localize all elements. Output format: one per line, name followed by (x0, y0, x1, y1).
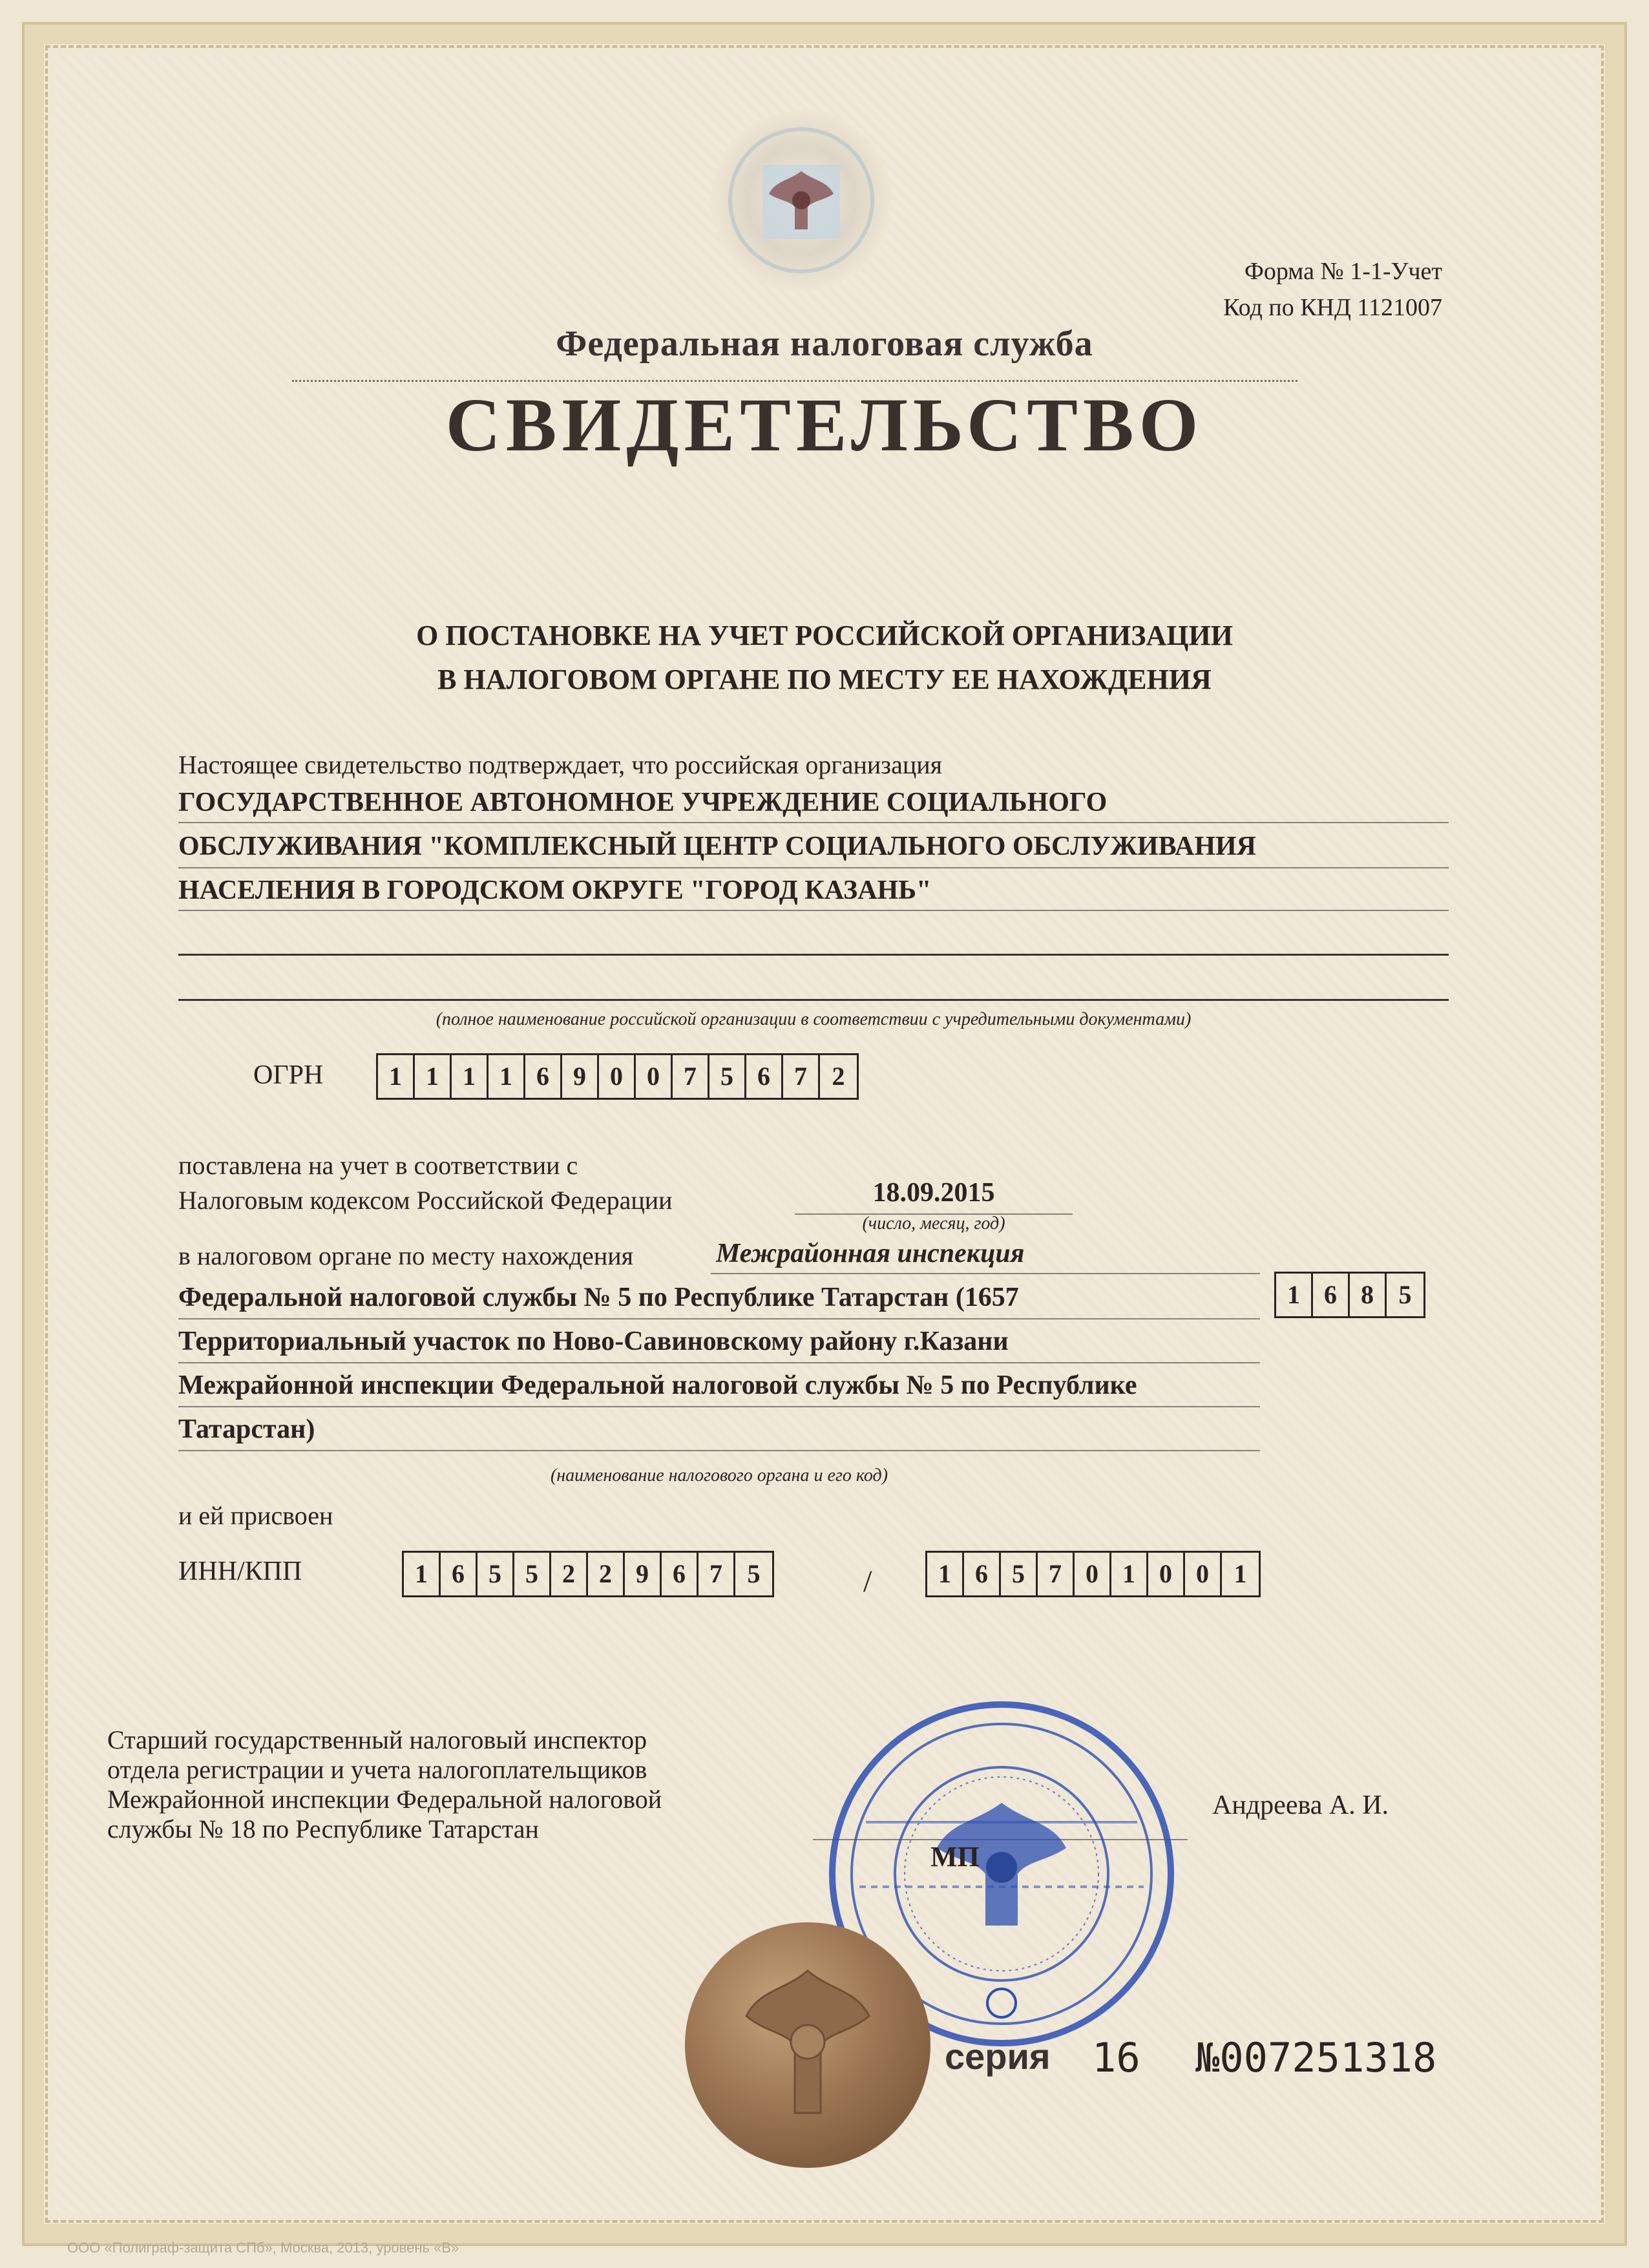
ogrn-digit: 1 (378, 1055, 415, 1098)
name-line-2-rule (178, 867, 1449, 868)
authority-line-3-rule (178, 1362, 1260, 1363)
kpp-digit: 0 (1075, 1553, 1111, 1595)
authority-line-1: Межрайонная инспекция (716, 1239, 1025, 1268)
series-value: 16 (1092, 2034, 1140, 2081)
signatory-line-4: службы № 18 по Республике Татарстан (107, 1814, 539, 1843)
inn-boxes (402, 1551, 774, 1597)
authority-line-3: Территориальный участок по Ново-Савиновскому району г.Казани (178, 1327, 1009, 1356)
name-line-5-rule (178, 999, 1449, 1001)
inn-kpp-separator: / (863, 1564, 872, 1599)
authority-line-5-rule (178, 1450, 1260, 1451)
kpp-digit: 5 (1001, 1553, 1038, 1595)
kpp-digit: 1 (927, 1553, 964, 1595)
kpp-digit: 0 (1185, 1553, 1222, 1595)
authority-code-digit: 6 (1313, 1274, 1350, 1316)
registration-line-1: поставлена на учет в соответствии с (178, 1151, 578, 1180)
ogrn-label: ОГРН (253, 1060, 324, 1090)
name-line-4-rule (178, 954, 1449, 956)
inn-digit: 7 (698, 1553, 735, 1595)
authority-line-1-rule (711, 1273, 1260, 1274)
inn-digit: 5 (478, 1553, 514, 1595)
registration-line-3: в налоговом органе по месту нахождения (178, 1241, 634, 1270)
form-identification (1223, 253, 1442, 326)
stamp-place-mark: МП (930, 1841, 980, 1873)
ogrn-digit: 9 (562, 1055, 599, 1098)
agency-name: Федеральная налоговая служба (556, 324, 1093, 364)
inn-digit: 1 (404, 1553, 441, 1595)
knd-code: Код по КНД 1121007 (1223, 294, 1442, 321)
organization-name-line-2: ОБСЛУЖИВАНИЯ "КОМПЛЕКСНЫЙ ЦЕНТР СОЦИАЛЬНОГО ОБСЛУЖИВАНИЯ (178, 832, 1257, 861)
ogrn-digit: 7 (673, 1055, 709, 1098)
assigned-text: и ей присвоен (178, 1501, 333, 1530)
ogrn-digit: 0 (599, 1055, 636, 1098)
authority-code-digit: 8 (1350, 1274, 1387, 1316)
registration-line-2: Налоговым кодексом Российской Федерации (178, 1186, 673, 1215)
series-number: №007251318 (1195, 2034, 1437, 2081)
date-caption: (число, месяц, год) (862, 1213, 1005, 1234)
authority-code-digit: 5 (1398, 1280, 1412, 1309)
inn-digit: 2 (551, 1553, 588, 1595)
ogrn-digit: 5 (709, 1055, 746, 1098)
ogrn-boxes (376, 1053, 859, 1100)
authority-line-4: Межрайонной инспекции Федеральной налоговой службы № 5 по Республике (178, 1370, 1137, 1400)
signatory-line-3: Межрайонной инспекции Федеральной налоговой (107, 1785, 662, 1814)
name-line-1-rule (178, 822, 1449, 823)
ogrn-digit: 1 (415, 1055, 452, 1098)
authority-line-5: Татарстан) (178, 1414, 315, 1444)
inn-digit: 5 (514, 1553, 551, 1595)
inn-kpp-label: ИНН/КПП (178, 1557, 302, 1586)
ogrn-digit: 1 (452, 1055, 488, 1098)
kpp-boxes (925, 1551, 1261, 1597)
signatory-name: Андреева А. И. (1212, 1790, 1389, 1820)
embossed-seal-icon (682, 1919, 934, 2171)
organization-intro: Настоящее свидетельство подтверждает, что российская организация (178, 750, 943, 779)
inn-digit: 2 (588, 1553, 625, 1595)
registration-date: 18.09.2015 (872, 1178, 995, 1208)
inn-digit: 6 (662, 1553, 698, 1595)
signatory-line-1: Старший государственный налоговый инспектор (107, 1725, 647, 1754)
kpp-digit: 6 (964, 1553, 1001, 1595)
name-line-3-rule (178, 910, 1449, 911)
series-label: серия (945, 2036, 1051, 2077)
kpp-digit: 1 (1234, 1559, 1247, 1588)
inn-digit: 5 (747, 1559, 761, 1588)
document-title: СВИДЕТЕЛЬСТВО (445, 383, 1204, 467)
authority-code-digit: 1 (1276, 1274, 1313, 1316)
form-number: Форма № 1-1-Учет (1244, 258, 1442, 285)
authority-caption: (наименование налогового органа и его код) (550, 1465, 888, 1486)
kpp-digit: 1 (1111, 1553, 1148, 1595)
ogrn-digit: 6 (746, 1055, 783, 1098)
ogrn-digit: 7 (783, 1055, 820, 1098)
signatory-line-2: отдела регистрации и учета налогоплательщиков (107, 1755, 647, 1784)
authority-code-boxes (1274, 1272, 1425, 1318)
inn-digit: 9 (625, 1553, 662, 1595)
inn-digit: 6 (441, 1553, 478, 1595)
authority-line-2: Федеральной налоговой службы № 5 по Республике Татарстан (1657 (178, 1283, 1019, 1312)
signatory-position (107, 1725, 662, 1844)
hologram-emblem-icon (698, 103, 905, 297)
printer-imprint: ООО «Полиграф-защита СПб», Москва, 2013, уровень «В» (67, 2240, 459, 2256)
ogrn-digit: 2 (832, 1062, 845, 1091)
document-subtitle (0, 614, 1649, 702)
ogrn-digit: 1 (488, 1055, 525, 1098)
subtitle-line-2: В НАЛОГОВОМ ОРГАНЕ ПО МЕСТУ ЕЕ НАХОЖДЕНИЯ (437, 664, 1212, 695)
organization-caption: (полное наименование российской организации в соответствии с учредительными документами) (436, 1009, 1192, 1029)
organization-name-line-1: ГОСУДАРСТВЕННОЕ АВТОНОМНОЕ УЧРЕЖДЕНИЕ СОЦИАЛЬНОГО (178, 788, 1108, 817)
ogrn-digit: 6 (525, 1055, 562, 1098)
subtitle-line-1: О ПОСТАНОВКЕ НА УЧЕТ РОССИЙСКОЙ ОРГАНИЗАЦИИ (416, 620, 1233, 651)
ogrn-digit: 0 (636, 1055, 673, 1098)
organization-name-line-3: НАСЕЛЕНИЯ В ГОРОДСКОМ ОКРУГЕ "ГОРОД КАЗАНЬ" (178, 876, 932, 905)
kpp-digit: 7 (1038, 1553, 1075, 1595)
kpp-digit: 0 (1148, 1553, 1185, 1595)
authority-line-2-rule (178, 1318, 1260, 1319)
authority-line-4-rule (178, 1406, 1260, 1407)
